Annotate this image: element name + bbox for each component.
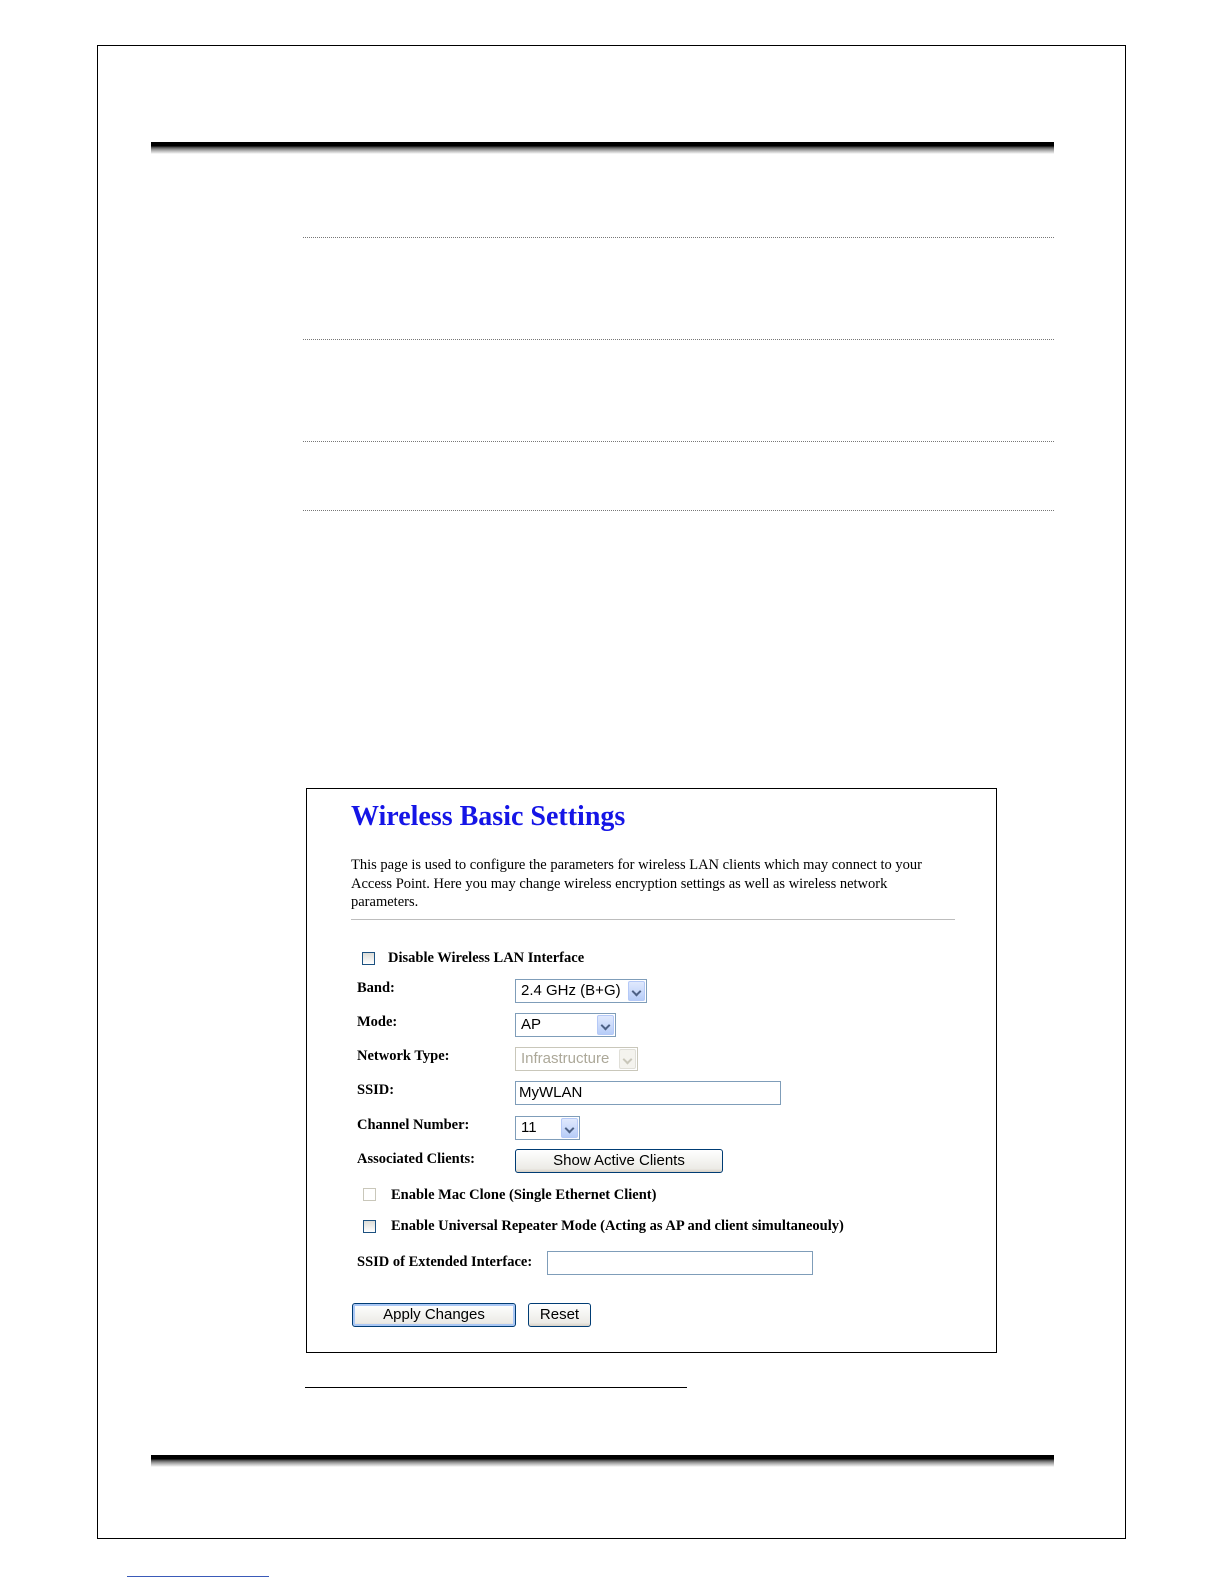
link-underline xyxy=(127,1576,269,1577)
band-select-value: 2.4 GHz (B+G) xyxy=(521,982,621,999)
channel-number-select[interactable] xyxy=(515,1116,580,1140)
page-title: Wireless Basic Settings xyxy=(351,801,626,832)
mode-select[interactable] xyxy=(515,1013,616,1037)
extended-ssid-label: SSID of Extended Interface: xyxy=(357,1254,533,1270)
channel-number-select-value: 11 xyxy=(521,1119,537,1136)
chevron-down-icon xyxy=(619,1049,636,1069)
reset-button[interactable]: Reset xyxy=(528,1303,591,1327)
associated-clients-label: Associated Clients: xyxy=(357,1151,476,1167)
divider-rule-2 xyxy=(303,339,1054,340)
chevron-down-icon[interactable] xyxy=(561,1118,578,1138)
mode-select-value: AP xyxy=(521,1016,542,1033)
chevron-down-icon[interactable] xyxy=(628,981,645,1001)
network-type-select-value: Infrastructure xyxy=(521,1050,610,1067)
extended-ssid-input[interactable] xyxy=(547,1251,813,1275)
mac-clone-checkbox xyxy=(363,1188,376,1201)
disable-wlan-label: Disable Wireless LAN Interface xyxy=(388,950,585,966)
network-type-label: Network Type: xyxy=(357,1048,450,1064)
header-bar xyxy=(151,142,1054,154)
apply-changes-button[interactable]: Apply Changes xyxy=(352,1303,516,1327)
network-type-select xyxy=(515,1047,638,1071)
mode-label: Mode: xyxy=(357,1014,398,1030)
ssid-input[interactable]: MyWLAN xyxy=(515,1081,781,1105)
band-label: Band: xyxy=(357,980,395,996)
section-divider xyxy=(351,919,955,920)
mac-clone-label: Enable Mac Clone (Single Ethernet Client) xyxy=(391,1187,657,1203)
wireless-settings-panel xyxy=(306,788,997,1353)
footer-bar xyxy=(151,1455,1054,1467)
channel-number-label: Channel Number: xyxy=(357,1117,470,1133)
divider-rule-4 xyxy=(303,510,1054,511)
show-active-clients-button[interactable]: Show Active Clients xyxy=(515,1149,723,1173)
divider-rule-1 xyxy=(303,237,1054,238)
universal-repeater-label: Enable Universal Repeater Mode (Acting as AP and client simultaneouly) xyxy=(391,1218,844,1234)
ssid-label: SSID: xyxy=(357,1082,395,1098)
divider-rule-3 xyxy=(303,441,1054,442)
footnote-rule xyxy=(305,1387,687,1388)
universal-repeater-checkbox[interactable] xyxy=(363,1220,376,1233)
page-description: This page is used to configure the parameters for wireless LAN clients which may connect to your Access Point. Here you may change wireless encryption settings as well as wireless network parameters. xyxy=(351,857,922,910)
band-select[interactable] xyxy=(515,979,647,1003)
disable-wlan-checkbox[interactable] xyxy=(362,952,375,965)
chevron-down-icon[interactable] xyxy=(597,1015,614,1035)
